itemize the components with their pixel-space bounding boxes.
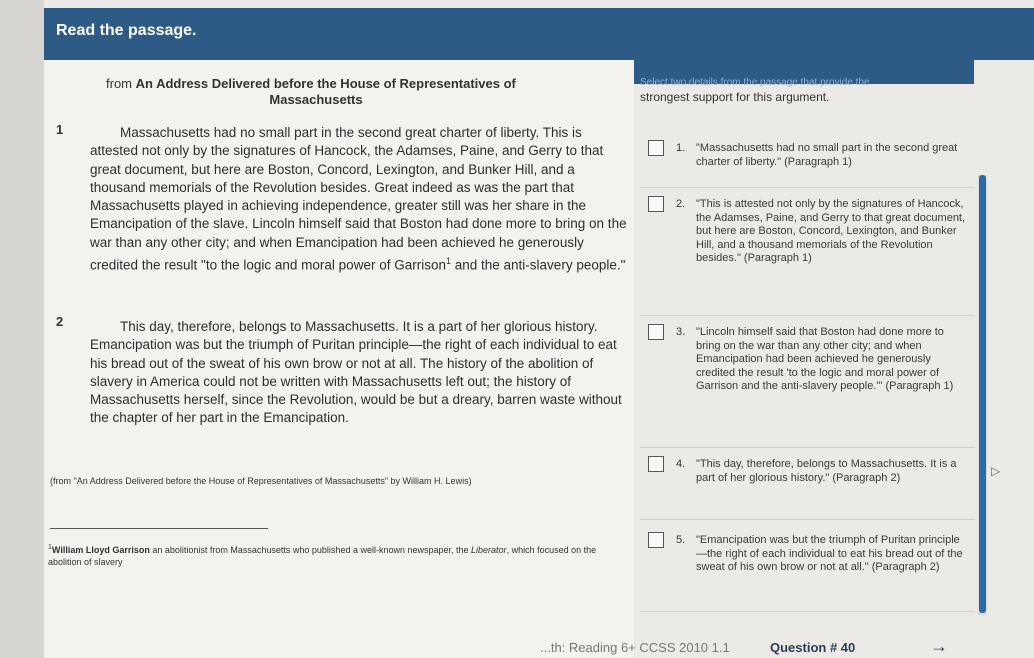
choice-number: 4. [676,458,686,470]
footnote [48,542,608,568]
checkbox[interactable] [648,456,664,472]
answer-choice[interactable] [640,324,975,448]
footnote-text-end: , which focused on the abolition of slavery [48,545,597,567]
next-arrow-icon[interactable]: → [930,636,948,656]
standard-label: ...th: Reading 6+ CCSS 2010 1.1 [540,640,730,655]
answer-choice[interactable] [640,196,975,316]
choice-text: "Lincoln himself said that Boston had done more to bring on the war than any other city; and when Emancipation had been achieved he generously credited the result 'to the logic and moral power of Garrison and the anti-slavery people.'" (Paragraph 1) [696,326,954,392]
scrollbar-thumb[interactable] [979,175,986,613]
choice-text: "This day, therefore, belongs to Massachusetts. It is a part of her glorious history." (Paragraph 2) [696,458,957,484]
footnote-ref[interactable]: 1 [445,256,451,267]
answer-choice[interactable] [640,532,975,612]
footnote-name: William Lloyd Garrison [51,545,150,555]
passage-title [106,76,606,108]
answer-choice[interactable] [640,456,975,520]
choice-text: "This is attested not only by the signatures of Hancock, the Adamses, Paine, and Gerry to that great document, but here are Boston, Concord, Lexington, and Bunker Hill, and a thousand memorials of the Revolution besides." (Paragraph 1) [696,198,966,264]
paragraph-1 [90,124,630,275]
paragraph-number: 2 [56,314,64,329]
passage-source: (from "An Address Delivered before the House of Representatives of Massachusetts" by William H. Lewis) [50,476,472,486]
header-bar [44,8,1034,60]
footnote-italic: Liberator [471,545,507,555]
footer-bar [480,636,1034,658]
paragraph-1-text: Massachusetts had no small part in the second great charter of liberty. This is attested not only by the signatures of Hancock, the Adamses, Paine, and Gerry to that great document, but here are Boston, Concord, Lexington, and Bunker Hill, and a thousand memorials of the Revolution besides. Great indeed as was the part that Massachusetts played in achieving independence, greater still was her share in the Emancipation of the slave. Lincoln himself said that Boston had done more to bring on the war than any other city; and when Emancipation had been achieved he generously credited the result "to the logic and moral power of Garrison [90,125,627,273]
question-prompt [640,77,970,104]
checkbox[interactable] [648,140,664,156]
passage-title-from: from [106,76,136,91]
footnote-text: an abolitionist from Massachusetts who published a well-known newspaper, the [149,545,472,555]
paragraph-2: This day, therefore, belongs to Massachusetts. It is a part of her glorious history. Emancipation was but the triumph of Puritan principle—the right of each individual to eat his bread out of the sweat of his own brow or not at all. The history of the abolition of slavery in America could not be written with Massachusetts left out; the history of Massachusetts herself, since the Revolution, would be but a dreary, barren waste without the chapter of her part in the Emancipation. [90,319,622,426]
footnote-divider [50,528,268,529]
answer-choice[interactable] [640,140,975,188]
choice-number: 5. [676,534,686,546]
question-prompt-text: strongest support for this argument. [640,90,830,104]
passage-title-line2: Massachusetts [269,92,363,107]
choice-number: 3. [676,326,686,338]
page-title: Read the passage. [56,22,197,39]
choice-number: 1. [676,142,686,154]
checkbox[interactable] [648,196,664,212]
question-prompt-faded: Select two details from the passage that provide the [640,77,870,88]
checkbox[interactable] [648,324,664,340]
choice-number: 2. [676,198,686,210]
choice-text: "Emancipation was but the triumph of Puritan principle—the right of each individual to eat his bread out of the sweat of his own brow or not at all." (Paragraph 2) [696,534,963,573]
question-number: Question # 40 [770,640,856,655]
footnote-number: 1 [48,544,52,551]
paragraph-1-text-end: and the anti-slavery people." [451,257,626,273]
paragraph-number: 1 [56,122,64,137]
passage-title-line1: An Address Delivered before the House of Representatives of [135,76,516,91]
top-strip [44,0,1034,8]
mouse-cursor-icon: ▷ [991,464,1001,478]
choice-text: "Massachusetts had no small part in the second great charter of liberty." (Paragraph 1) [696,142,958,168]
checkbox[interactable] [648,532,664,548]
